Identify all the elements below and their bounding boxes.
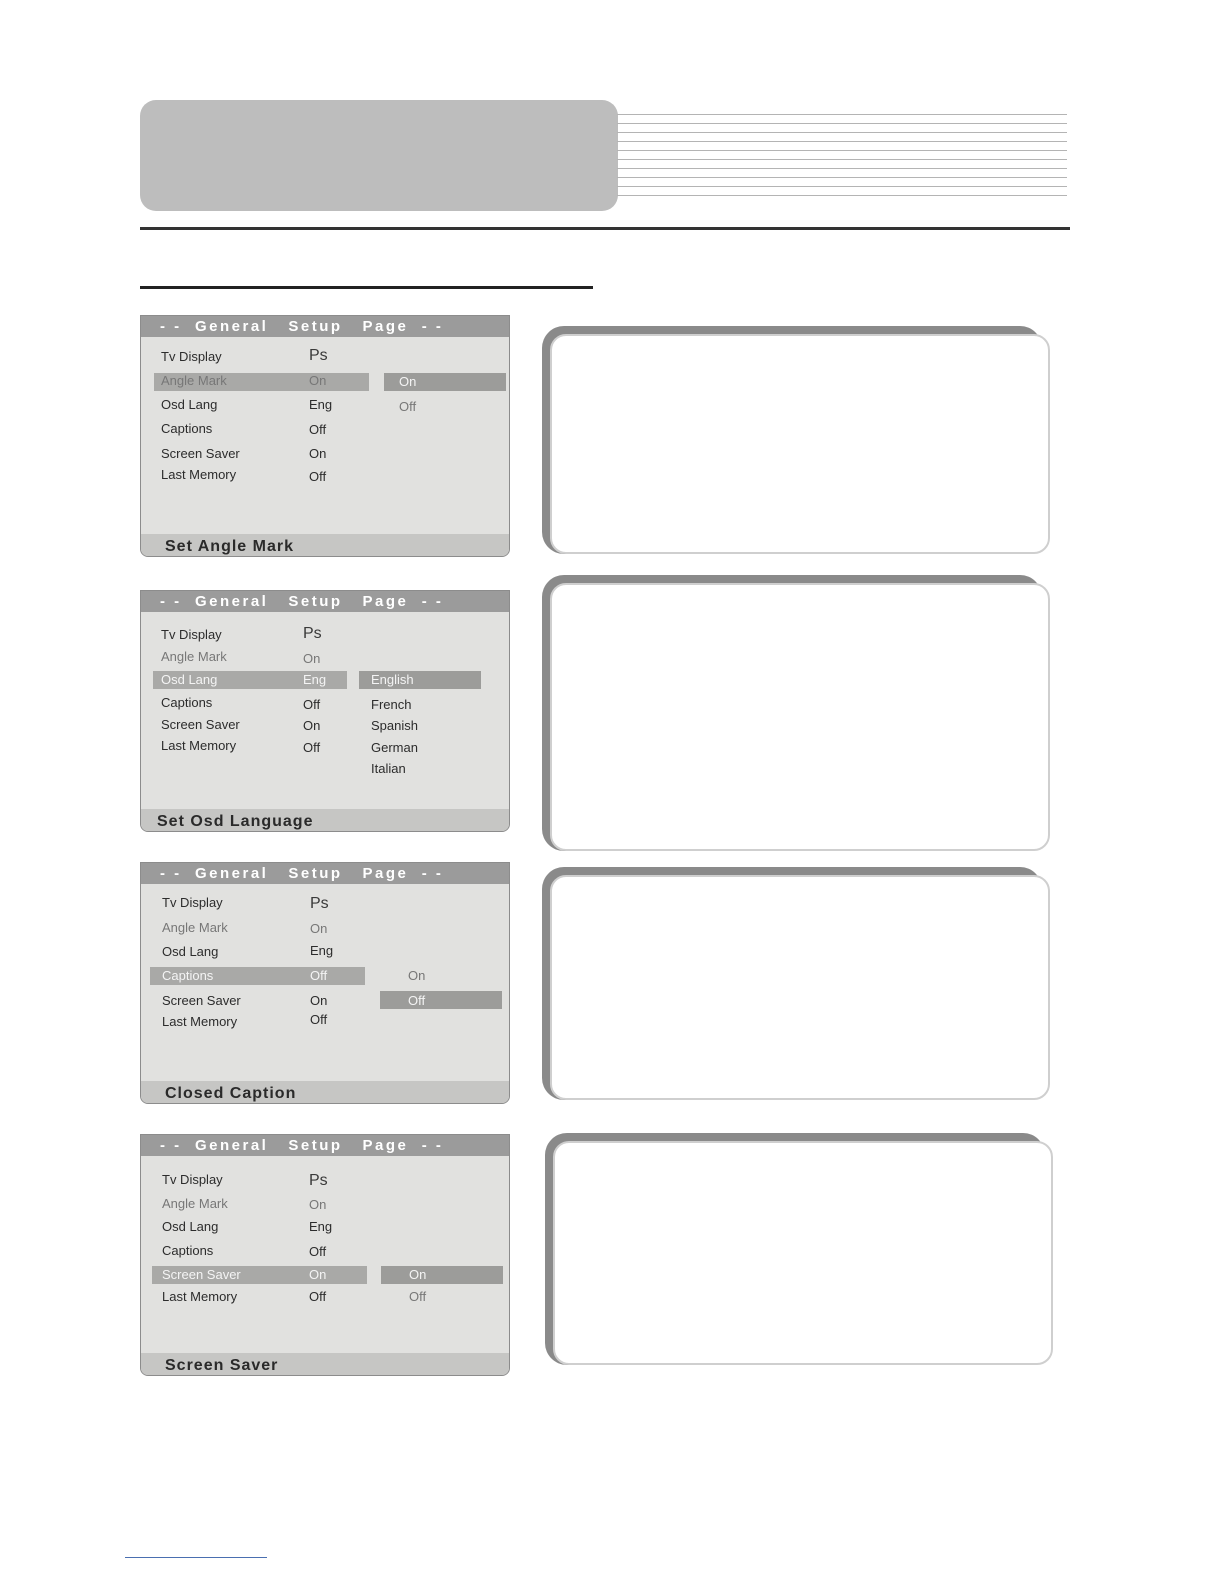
osd-title: - - General Setup Page - - xyxy=(141,316,509,337)
row-label-captions[interactable]: Captions xyxy=(162,968,214,983)
row-value: Eng xyxy=(309,1219,333,1234)
osd-title: - - General Setup Page - - xyxy=(141,863,509,884)
description-card xyxy=(545,1133,1053,1365)
row-value: On xyxy=(309,1197,327,1212)
option-off[interactable]: Off xyxy=(399,399,417,414)
row-value: On xyxy=(303,651,321,666)
row-value: Ps xyxy=(309,1172,328,1189)
row-value: On xyxy=(309,1267,327,1282)
row-value: On xyxy=(309,373,327,388)
row-label-captions[interactable]: Captions xyxy=(161,695,213,710)
row-label-screen-saver[interactable]: Screen Saver xyxy=(161,446,240,461)
row-label-angle-mark[interactable]: Angle Mark xyxy=(162,920,228,935)
osd-panel-captions xyxy=(140,862,510,1104)
description-card xyxy=(542,575,1050,851)
row-value: Ps xyxy=(309,347,328,364)
description-card xyxy=(542,867,1050,1100)
row-value: Eng xyxy=(309,397,333,412)
row-value: Off xyxy=(309,469,327,484)
row-value: Ps xyxy=(310,895,329,912)
osd-title: - - General Setup Page - - xyxy=(141,591,509,612)
option-highlight xyxy=(380,991,502,1009)
row-value: Off xyxy=(309,422,327,437)
row-value: Off xyxy=(310,968,328,983)
osd-panel-angle-mark xyxy=(140,315,510,557)
row-value: Eng xyxy=(310,943,334,958)
option-french[interactable]: French xyxy=(371,697,412,712)
option-italian[interactable]: Italian xyxy=(371,761,406,776)
chapter-header-box xyxy=(140,100,618,211)
footer-rule xyxy=(125,1557,267,1558)
row-value: Off xyxy=(310,1012,328,1027)
row-value: Eng xyxy=(303,672,327,687)
header-stripes xyxy=(617,114,1067,196)
osd-panel-osd-lang xyxy=(140,590,510,832)
option-english[interactable]: English xyxy=(371,672,414,687)
row-label-tv-display[interactable]: Tv Display xyxy=(161,349,222,364)
row-value: On xyxy=(310,993,328,1008)
osd-title: - - General Setup Page - - xyxy=(141,1135,509,1156)
option-off[interactable]: Off xyxy=(408,993,426,1008)
section-rule xyxy=(140,286,593,289)
option-spanish[interactable]: Spanish xyxy=(371,718,418,733)
row-label-osd-lang[interactable]: Osd Lang xyxy=(162,944,219,959)
row-label-last-memory[interactable]: Last Memory xyxy=(161,467,237,482)
row-label-captions[interactable]: Captions xyxy=(162,1243,214,1258)
row-label-osd-lang[interactable]: Osd Lang xyxy=(161,397,218,412)
row-label-tv-display[interactable]: Tv Display xyxy=(162,895,223,910)
row-label-screen-saver[interactable]: Screen Saver xyxy=(162,1267,241,1282)
row-label-osd-lang[interactable]: Osd Lang xyxy=(161,672,218,687)
osd-panel-screen-saver xyxy=(140,1134,510,1376)
row-value: Off xyxy=(309,1289,327,1304)
row-value: Off xyxy=(303,697,321,712)
row-value: On xyxy=(303,718,321,733)
osd-footer: Screen Saver xyxy=(141,1353,509,1375)
row-label-tv-display[interactable]: Tv Display xyxy=(161,627,222,642)
row-value: Off xyxy=(303,740,321,755)
option-german[interactable]: German xyxy=(371,740,418,755)
row-label-angle-mark[interactable]: Angle Mark xyxy=(161,649,227,664)
row-value: On xyxy=(310,921,328,936)
row-label-angle-mark[interactable]: Angle Mark xyxy=(162,1196,228,1211)
option-highlight xyxy=(381,1266,503,1284)
option-on[interactable]: On xyxy=(409,1267,427,1282)
row-label-last-memory[interactable]: Last Memory xyxy=(162,1014,238,1029)
osd-footer: Set Angle Mark xyxy=(141,534,509,556)
row-value: Off xyxy=(309,1244,327,1259)
row-label-osd-lang[interactable]: Osd Lang xyxy=(162,1219,219,1234)
row-label-screen-saver[interactable]: Screen Saver xyxy=(161,717,240,732)
option-on[interactable]: On xyxy=(408,968,426,983)
row-label-tv-display[interactable]: Tv Display xyxy=(162,1172,223,1187)
row-value: On xyxy=(309,446,327,461)
row-label-last-memory[interactable]: Last Memory xyxy=(162,1289,238,1304)
option-off[interactable]: Off xyxy=(409,1289,427,1304)
row-value: Ps xyxy=(303,625,322,642)
description-card xyxy=(542,326,1050,554)
osd-footer: Closed Caption xyxy=(141,1081,509,1103)
row-label-angle-mark[interactable]: Angle Mark xyxy=(161,373,227,388)
row-label-screen-saver[interactable]: Screen Saver xyxy=(162,993,241,1008)
option-on[interactable]: On xyxy=(399,374,417,389)
row-label-last-memory[interactable]: Last Memory xyxy=(161,738,237,753)
row-label-captions[interactable]: Captions xyxy=(161,421,213,436)
header-rule xyxy=(140,227,1070,230)
osd-footer: Set Osd Language xyxy=(141,809,509,831)
